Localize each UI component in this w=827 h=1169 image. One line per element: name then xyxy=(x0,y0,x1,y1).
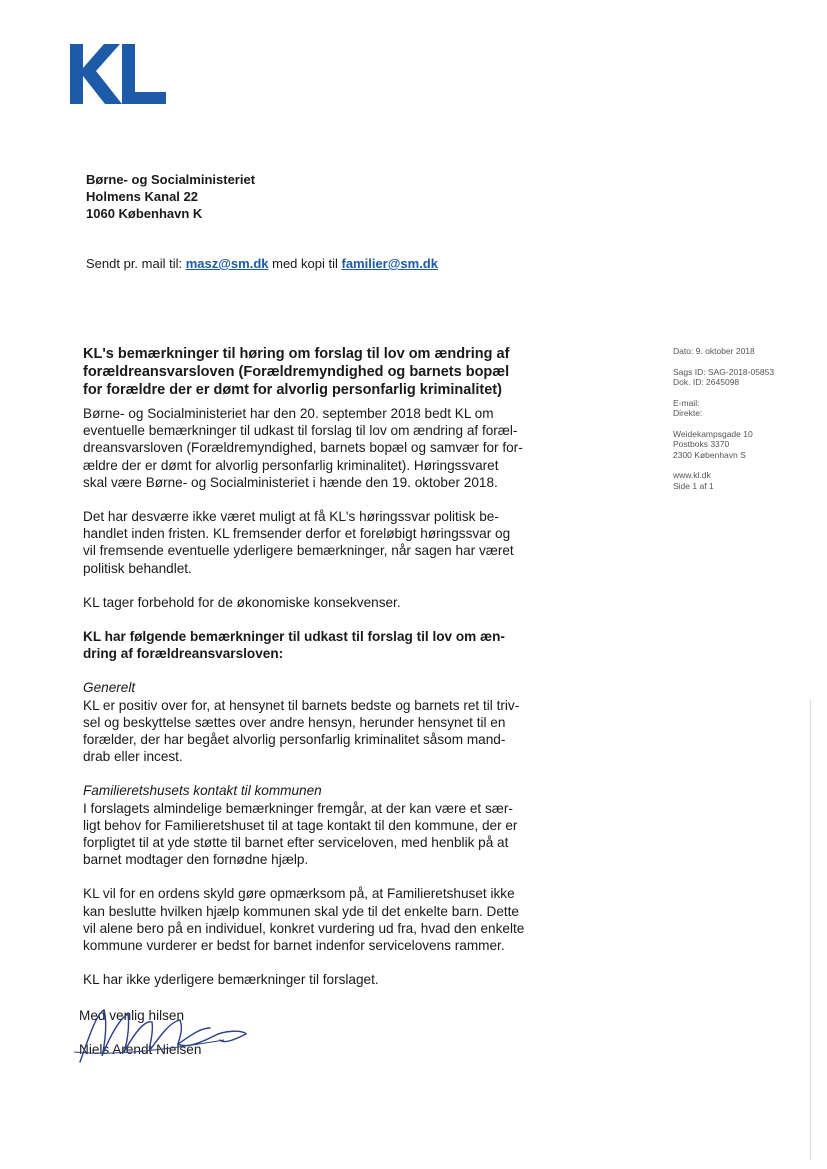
sent-middle: med kopi til xyxy=(268,256,342,271)
recipient-city: 1060 København K xyxy=(86,206,203,221)
text-line: Det har desværre ikke været muligt at få KL's høringssvar politisk be- xyxy=(83,509,499,525)
text-line: KL tager forbehold for de økonomiske konsekvenser. xyxy=(83,594,401,610)
document-metadata xyxy=(673,346,774,501)
text-line: forpligtet til at yde støtte til barnet efter serviceloven, med henblik på at xyxy=(83,835,509,851)
section-municipality-contact xyxy=(83,782,563,868)
text-line: Børne- og Socialministeriet har den 20. september 2018 bedt KL om xyxy=(83,406,494,421)
closing: Med venlig hilsen xyxy=(79,1008,185,1023)
text-line: dreansvarsloven (Forældremyndighed, barnets bopæl og samvær for for- xyxy=(83,440,523,456)
text-line: KL vil for en ordens skyld gøre opmærksom på, at Familieretshuset ikke xyxy=(83,886,515,902)
sender-city: 2300 København S xyxy=(673,449,746,460)
paragraph-no-further-remarks xyxy=(83,971,563,988)
text-line: ældre der er dømt for alvorlig personfarlig kriminalitet). Høringssvaret xyxy=(83,457,499,473)
sent-by-mail-line xyxy=(86,256,438,271)
title-line: for forældre der er dømt for alvorlig personfarlig kriminalitet) xyxy=(83,382,502,398)
text-line: KL har ikke yderligere bemærkninger til forslaget. xyxy=(83,972,379,988)
handwritten-signature xyxy=(74,1000,294,1070)
email-link-familier[interactable]: familier@sm.dk xyxy=(341,256,438,271)
direct-label: Direkte: xyxy=(673,408,703,418)
sender-postbox: Postboks 3370 xyxy=(673,439,730,449)
recipient-street: Holmens Kanal 22 xyxy=(86,189,198,204)
scan-edge-line xyxy=(810,700,811,1160)
case-id: Sags ID: SAG-2018-05853 xyxy=(673,366,775,377)
letter-title xyxy=(83,345,563,399)
sender-street: Weidekampsgade 10 xyxy=(673,428,753,439)
heading-line: KL har følgende bemærkninger til udkast til forslag til lov om æn- xyxy=(83,629,505,645)
text-line: forælder, der har begået alvorlig personfarlig kriminalitet såsom mand- xyxy=(83,732,506,748)
paragraph-reservation xyxy=(83,594,563,611)
remarks-heading xyxy=(83,628,563,662)
email-link-masz[interactable]: masz@sm.dk xyxy=(185,256,269,271)
heading-line: dring af forældreansvarsloven: xyxy=(83,646,284,662)
page-number: Side 1 af 1 xyxy=(673,480,714,491)
sent-prefix: Sendt pr. mail til: xyxy=(86,256,186,271)
email-label: E-mail: xyxy=(673,397,700,408)
letter-body xyxy=(83,345,563,1005)
text-line: vil fremsende eventuelle yderligere bemærkninger, når sagen har været xyxy=(83,543,514,559)
text-line: eventuelle bemærkninger til udkast til forslag til lov om ændring af foræl- xyxy=(83,423,518,439)
paragraph-intro xyxy=(83,405,563,491)
date: Dato: 9. oktober 2018 xyxy=(673,346,755,356)
paragraph-deadline xyxy=(83,508,563,577)
text-line: politisk behandlet. xyxy=(83,560,192,576)
text-line: KL er positiv over for, at hensynet til barnets bedste og barnets ret til triv- xyxy=(83,697,520,713)
doc-id: Dok. ID: 2645098 xyxy=(673,377,740,387)
text-line: sel og beskyttelse sættes over andre hensyn, herunder hensynet til en xyxy=(83,714,506,730)
text-line: I forslagets almindelige bemærkninger fremgår, at der kan være et sær- xyxy=(83,800,513,816)
text-line: kan beslutte hvilken hjælp kommunen skal yde til det enkelte barn. Dette xyxy=(83,903,519,919)
kl-logo xyxy=(68,44,168,104)
title-line: forældreansvarsloven (Forældremyndighed og barnets bopæl xyxy=(83,364,510,380)
paragraph-notice xyxy=(83,885,563,954)
signer-name: Niels Arendt Nielsen xyxy=(79,1042,202,1058)
section-title: Familieretshusets kontakt til kommunen xyxy=(83,783,322,799)
title-line: KL's bemærkninger til høring om forslag til lov om ændring af xyxy=(83,346,510,362)
section-title: Generelt xyxy=(83,680,136,696)
text-line: drab eller incest. xyxy=(83,749,183,765)
text-line: ligt behov for Familieretshuset til at tage kontakt til den kommune, der er xyxy=(83,817,518,833)
recipient-name: Børne- og Socialministeriet xyxy=(86,172,256,187)
text-line: kommune vurderer er bedst for barnet indenfor servicelovens rammer. xyxy=(83,938,505,954)
section-general xyxy=(83,679,563,765)
text-line: handlet inden fristen. KL fremsender derfor et foreløbigt høringssvar og xyxy=(83,526,511,542)
text-line: barnet modtager den fornødne hjælp. xyxy=(83,852,309,868)
text-line: vil alene bero på en individuel, konkret vurdering ud fra, hvad den enkelte xyxy=(83,920,525,936)
text-line: skal være Børne- og Socialministeriet i hænde den 19. oktober 2018. xyxy=(83,474,498,490)
website: www.kl.dk xyxy=(673,470,711,480)
recipient-address xyxy=(86,171,255,222)
